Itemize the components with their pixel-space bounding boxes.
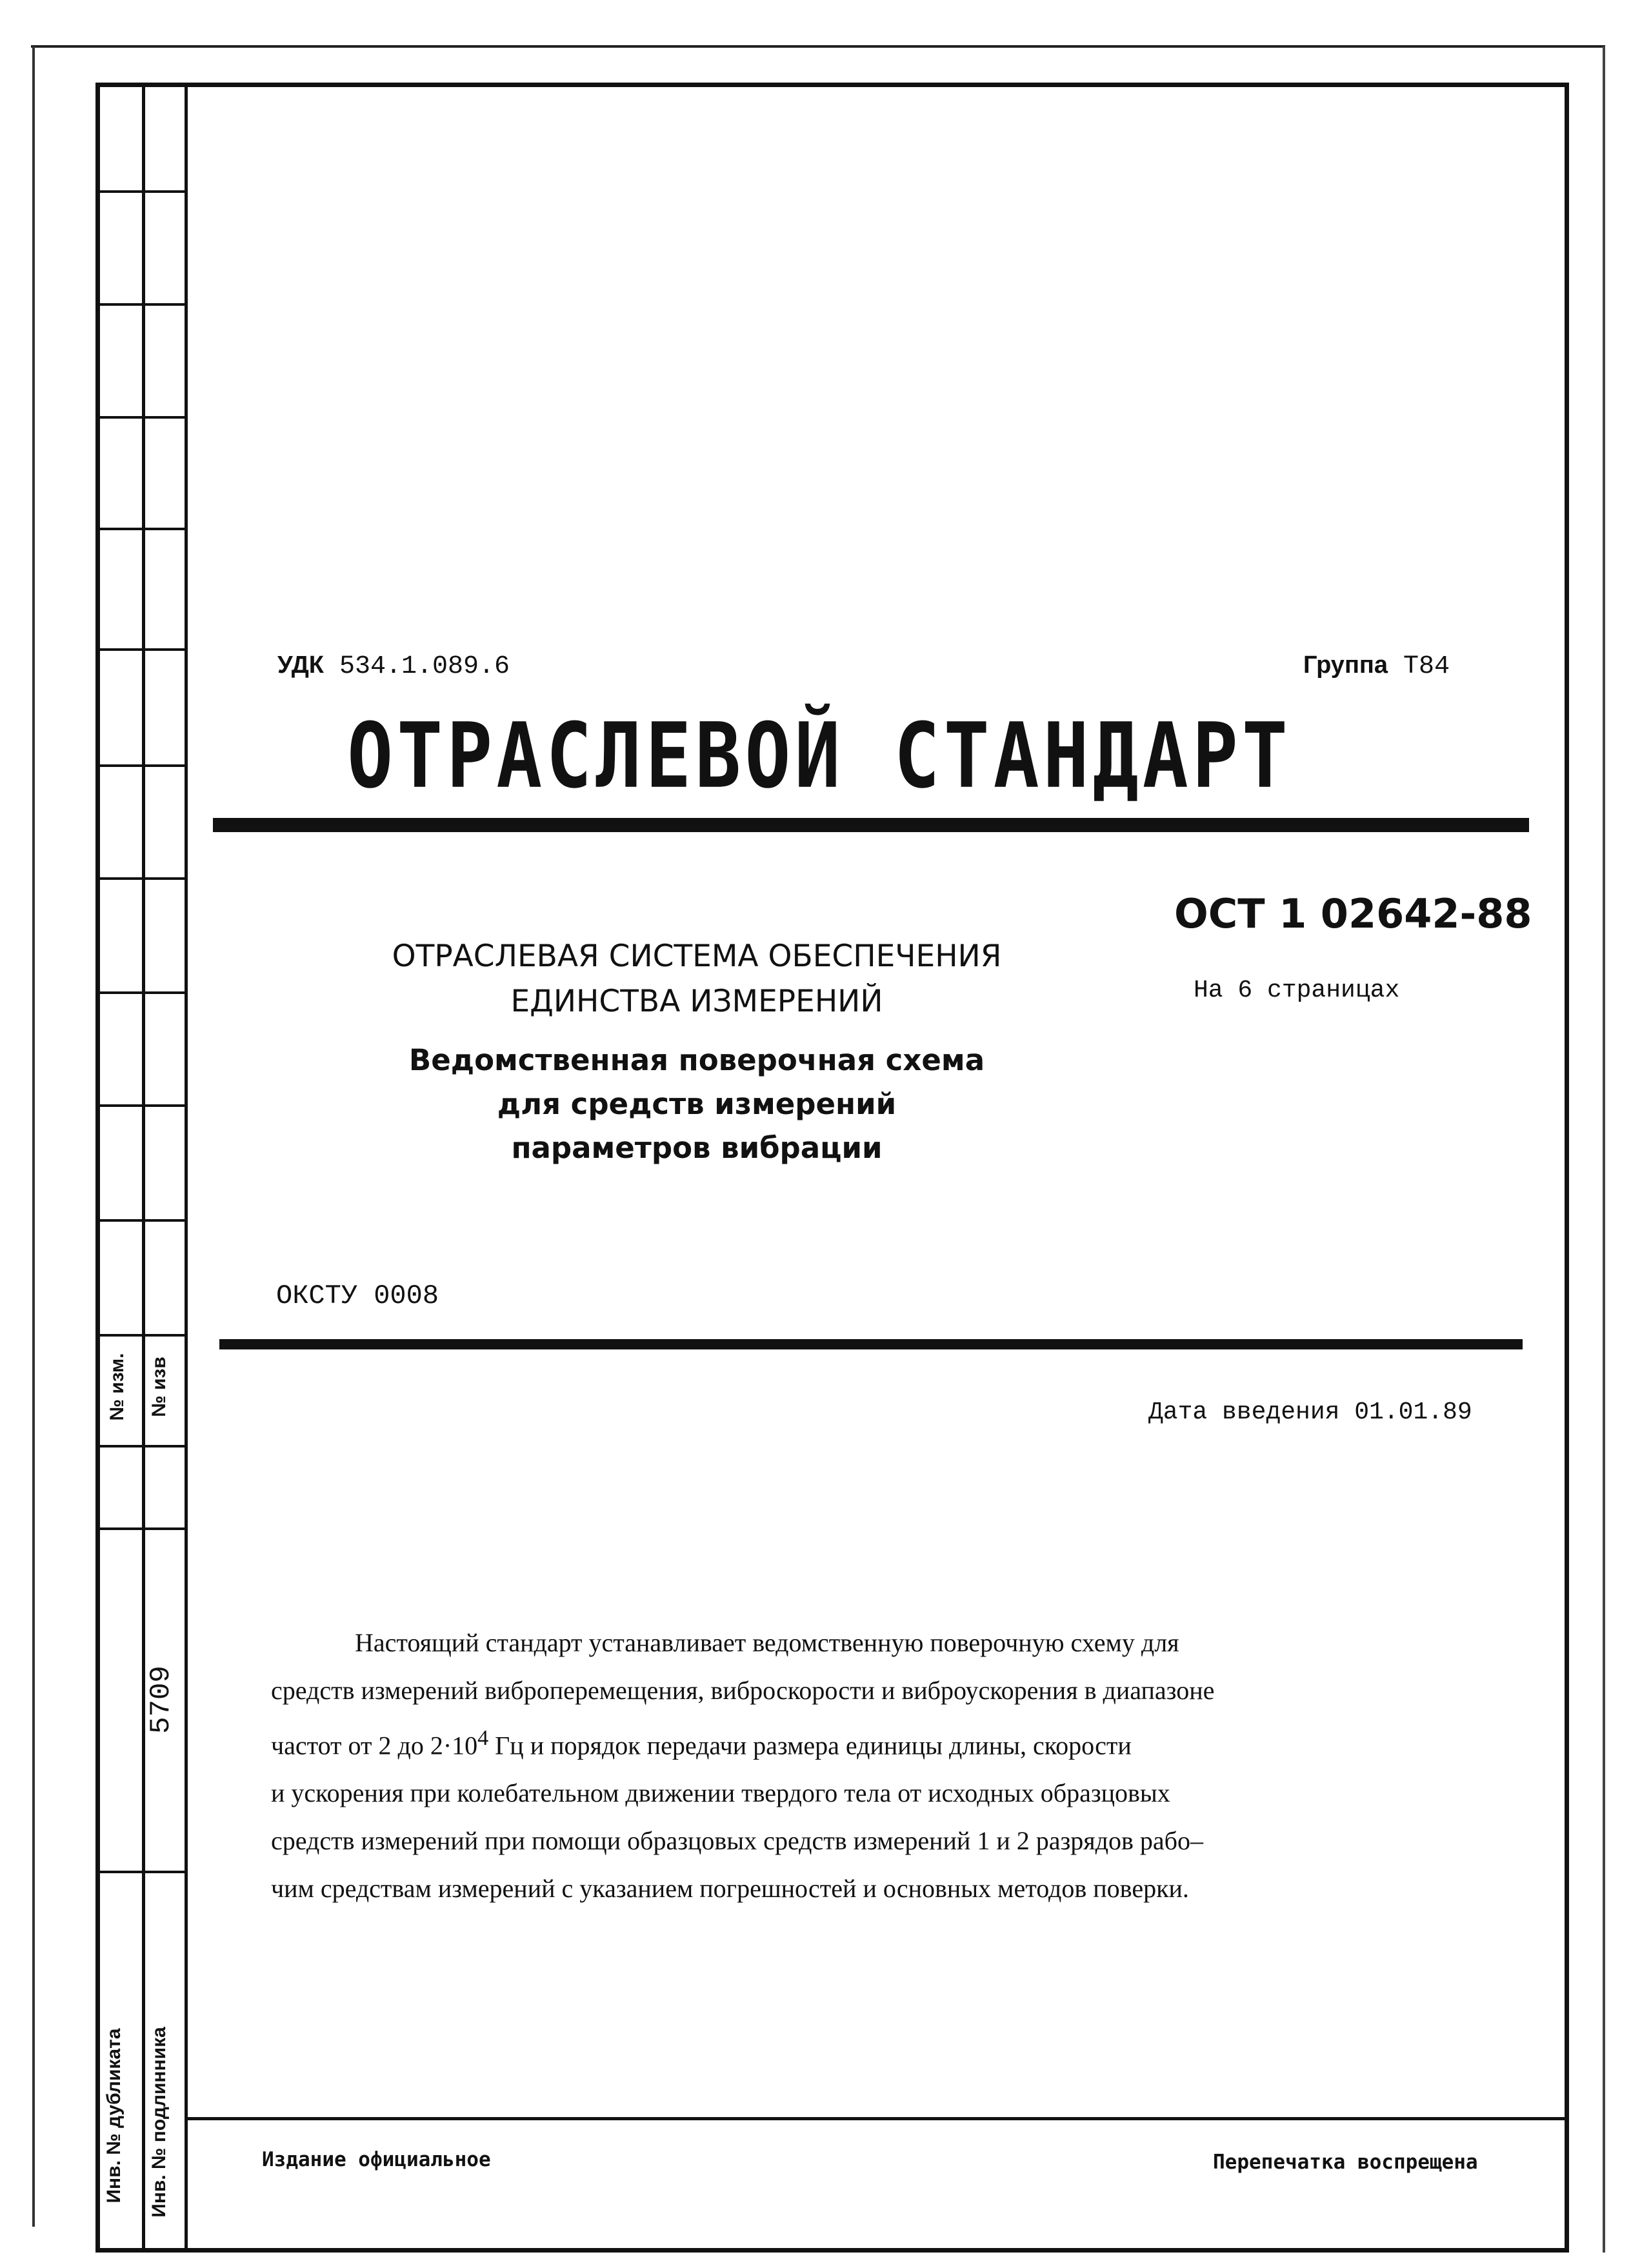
grid-line [95, 648, 187, 651]
document-subtitle [297, 1039, 1097, 1170]
subtitle-line: Ведомственная поверочная схема [408, 1043, 985, 1077]
udk-value: 534.1.089.6 [339, 652, 510, 681]
margin-strip-divider-2 [185, 83, 188, 2253]
introduction-date: Дата введения 01.01.89 [1148, 1398, 1472, 1426]
grid-line [95, 991, 187, 994]
standard-number: ОСТ 1 02642-88 [1174, 890, 1532, 937]
original-inventory-label: Инв. № подлинника [148, 2027, 170, 2218]
grid-line [95, 877, 187, 880]
section-rule [219, 1339, 1523, 1349]
grid-line [95, 416, 187, 419]
notice-number-label: № изв [148, 1357, 170, 1417]
duplicate-inventory-label: Инв. № дубликата [103, 2028, 125, 2203]
page-count: На 6 страницах [1194, 977, 1400, 1004]
grid-line [95, 1527, 187, 1530]
footer-official-edition: Издание официальное [262, 2148, 491, 2171]
group-value: Т84 [1403, 652, 1450, 681]
system-title-line: ОТРАСЛЕВАЯ СИСТЕМА ОБЕСПЕЧЕНИЯ [392, 939, 1002, 974]
title-rule [213, 818, 1529, 832]
body-line: и ускорения при колебательном движении твердого тела от исходных образцовых [271, 1778, 1170, 1808]
grid-line [95, 1104, 187, 1107]
footer-rule [187, 2117, 1569, 2120]
system-title [297, 934, 1097, 1024]
scan-border-right [1603, 46, 1605, 2253]
scan-border-top [31, 45, 1605, 48]
scan-border-left [32, 46, 35, 2227]
body-line-part: частот от 2 до 2·10 [271, 1731, 478, 1760]
grid-line [95, 1871, 187, 1873]
grid-line [95, 764, 187, 767]
body-line: чим средствам измерений с указанием погрешностей и основных методов поверки. [271, 1874, 1189, 1904]
udk-label: УДК [277, 652, 324, 679]
grid-line [95, 1445, 187, 1447]
group-line [1303, 652, 1450, 681]
udk-line [277, 652, 510, 681]
margin-strip-divider-1 [142, 83, 145, 2253]
group-label: Группа [1303, 652, 1388, 679]
body-line-part: Гц и порядок передачи размера единицы длины, скорости [488, 1731, 1132, 1760]
grid-line [95, 190, 187, 193]
body-line: средств измерений виброперемещения, виброскорости и виброускорения в диапазоне [271, 1676, 1215, 1705]
oksty-code: ОКСТУ 0008 [276, 1280, 439, 1311]
exponent: 4 [477, 1726, 489, 1750]
subtitle-line: параметров вибрации [511, 1131, 883, 1165]
body-line: средств измерений при помощи образцовых средств измерений 1 и 2 разрядов рабо– [271, 1826, 1204, 1856]
change-number-label: № изм. [106, 1353, 128, 1421]
page-title: ОТРАСЛЕВОЙ СТАНДАРТ [347, 703, 1292, 808]
body-line [271, 1715, 1536, 1769]
footer-reprint-prohibited: Перепечатка воспрещена [1213, 2151, 1478, 2174]
subtitle-line: для средств измерений [497, 1087, 897, 1121]
grid-line [95, 303, 187, 306]
grid-line [95, 1219, 187, 1222]
body-line: Настоящий стандарт устанавливает ведомственную поверочную схему для [355, 1628, 1179, 1657]
grid-line [95, 528, 187, 530]
system-title-line: ЕДИНСТВА ИЗМЕРЕНИЙ [510, 984, 883, 1019]
inventory-number: 5709 [145, 1666, 177, 1734]
body-paragraph [271, 1619, 1536, 1913]
